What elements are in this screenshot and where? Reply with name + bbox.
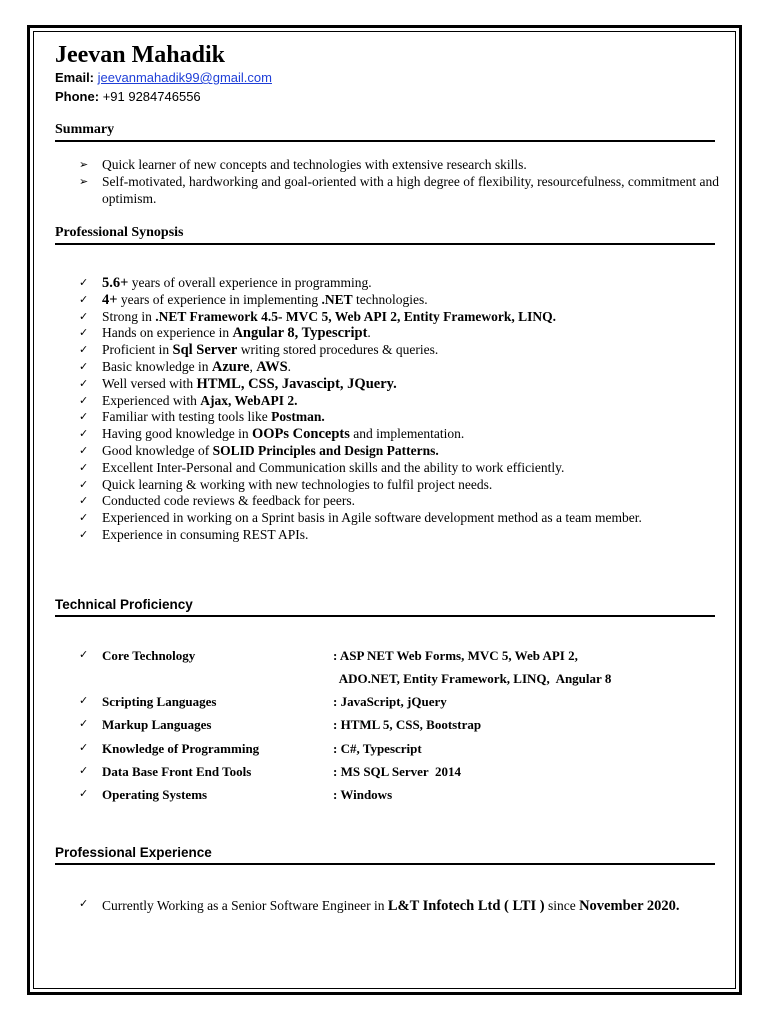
text-segment: Ajax, WebAPI 2. [200,392,298,408]
checkmark-icon: ✓ [79,393,89,407]
text-segment: Experience in consuming REST APIs. [102,526,309,542]
tech-value: ADO.NET, Entity Framework, LINQ, Angular 8 [333,671,612,686]
synopsis-item-text [102,510,642,525]
tech-row [79,694,719,714]
checkmark-icon: ✓ [79,343,89,357]
synopsis-item [79,443,719,460]
arrow-bullet-icon: ➢ [79,158,89,171]
tech-label: Markup Languages [102,717,212,732]
section-heading-summary: Summary [55,121,715,142]
checkmark-icon: ✓ [79,326,89,340]
text-segment: Well versed with [102,375,197,391]
synopsis-item-text [102,460,564,475]
synopsis-item [79,309,719,326]
text-segment: 5.6+ [102,275,129,291]
text-segment: Hands on experience in [102,325,233,341]
text-segment: AWS [256,358,288,375]
text-segment: Postman. [271,409,325,425]
synopsis-item [79,359,719,376]
synopsis-item [79,460,719,477]
tech-row [79,648,719,668]
synopsis-item [79,409,719,426]
checkmark-icon: ✓ [79,477,89,491]
text-segment: Angular 8, Typescript [232,325,368,342]
summary-item [79,157,719,174]
synopsis-item-text [102,342,438,357]
checkmark-icon: ✓ [79,764,89,777]
experience-item-text [102,897,714,915]
synopsis-item-text [102,477,492,492]
phone-line [55,88,201,105]
section-heading-technical: Technical Proficiency [55,596,715,617]
synopsis-item [79,342,719,359]
phone-label: Phone: [55,89,100,104]
synopsis-item-text [102,376,397,391]
summary-item [79,174,719,208]
text-segment: 4+ [102,291,118,308]
synopsis-item-text [102,527,308,542]
synopsis-item-text [102,275,372,290]
tech-row [79,671,719,691]
checkmark-icon: ✓ [79,427,89,441]
synopsis-item-text [102,426,464,441]
text-segment: years of experience in implementing [117,291,322,307]
text-segment: and implementation. [349,426,465,442]
text-segment: . [287,358,292,374]
section-heading-experience: Professional Experience [55,844,715,865]
summary-list [79,157,719,207]
synopsis-item [79,393,719,410]
text-segment: Sql Server [172,342,238,359]
checkmark-icon: ✓ [79,897,89,910]
synopsis-item [79,275,719,292]
synopsis-item [79,527,719,544]
synopsis-item [79,477,719,494]
text-segment: Quick learning & working with new technologies to fulfil project needs. [102,476,493,492]
checkmark-icon: ✓ [79,359,89,373]
synopsis-item [79,493,719,510]
tech-label: Operating Systems [102,787,208,802]
summary-item-text: Quick learner of new concepts and technologies with extensive research skills. [102,157,527,172]
checkmark-icon: ✓ [79,276,89,289]
synopsis-item-text [102,309,556,324]
text-segment: years of overall experience in programming. [128,275,372,290]
tech-value: : C#, Typescript [333,741,422,756]
tech-row [79,764,719,784]
section-heading-synopsis: Professional Synopsis [55,224,715,245]
text-segment: Currently Working as a Senior Software Engineer in [102,898,388,913]
text-segment: Basic knowledge in [102,358,212,374]
checkmark-icon: ✓ [79,376,89,390]
synopsis-item-text [102,393,297,408]
tech-label: Knowledge of Programming [102,741,260,756]
phone-value: +91 9284746556 [102,89,201,104]
text-segment: L&T Infotech Ltd ( LTI ) [387,898,545,914]
synopsis-item-text [102,409,325,424]
checkmark-icon: ✓ [79,527,89,541]
text-segment: HTML, CSS, Javascipt, JQuery. [196,375,397,392]
checkmark-icon: ✓ [79,741,89,754]
text-segment: Familiar with testing tools like [102,409,272,425]
text-segment: Conducted code reviews & feedback for peers. [102,493,356,509]
text-segment: Strong in [102,308,156,324]
email-line [55,69,272,86]
text-segment: Proficient in [102,342,173,358]
checkmark-icon: ✓ [79,443,89,457]
checkmark-icon: ✓ [79,460,89,474]
tech-row [79,717,719,737]
summary-item-text: Self-motivated, hardworking and goal-oriented with a high degree of flexibility, resourcefulness, commitment and optimism. [102,173,719,206]
synopsis-item-text [102,493,355,508]
checkmark-icon: ✓ [79,309,89,323]
checkmark-icon: ✓ [79,494,89,508]
tech-label: Core Technology [102,648,196,663]
synopsis-item-text [102,292,428,307]
text-segment: SOLID Principles and Design Patterns. [212,442,439,458]
synopsis-list [79,275,719,544]
resume-name: Jeevan Mahadik [55,42,226,68]
synopsis-item [79,510,719,527]
arrow-bullet-icon: ➢ [79,174,89,188]
checkmark-icon: ✓ [79,717,89,730]
tech-value: : ASP NET Web Forms, MVC 5, Web API 2, [333,648,578,663]
text-segment: .NET [321,291,353,307]
synopsis-item [79,426,719,443]
text-segment: . [367,325,371,341]
tech-value: : MS SQL Server 2014 [333,764,461,779]
checkmark-icon: ✓ [79,648,89,661]
text-segment: since [544,898,580,913]
synopsis-item [79,376,719,393]
synopsis-item-text [102,443,439,458]
synopsis-item-text [102,325,371,340]
text-segment: Excellent Inter-Personal and Communication skills and the ability to work efficiently. [102,459,565,475]
email-label: Email: [55,70,95,85]
text-segment: Azure [211,358,250,375]
text-segment: Experienced with [102,392,201,408]
synopsis-item [79,325,719,342]
tech-value: : JavaScript, jQuery [333,694,447,709]
text-segment: Having good knowledge in [102,426,252,442]
checkmark-icon: ✓ [79,511,89,525]
checkmark-icon: ✓ [79,694,89,707]
synopsis-item [79,292,719,309]
text-segment: November 2020. [579,898,680,914]
synopsis-item-text [102,359,291,374]
text-segment: , [249,358,257,374]
tech-row [79,741,719,761]
text-segment: writing stored procedures & queries. [237,342,439,358]
tech-row [79,787,719,807]
tech-label: Scripting Languages [102,694,217,709]
checkmark-icon: ✓ [79,410,89,424]
text-segment: technologies. [352,291,428,307]
text-segment: OOPs Concepts [251,426,350,443]
checkmark-icon: ✓ [79,787,89,800]
checkmark-icon: ✓ [79,292,89,306]
tech-value: : HTML 5, CSS, Bootstrap [333,717,482,732]
text-segment: Good knowledge of [102,442,213,458]
email-link[interactable]: jeevanmahadik99@gmail.com [97,70,272,85]
tech-value: : Windows [333,787,393,802]
tech-label: Data Base Front End Tools [102,764,252,779]
text-segment: .NET Framework 4.5- MVC 5, Web API 2, Entity Framework, LINQ. [155,308,556,324]
text-segment: Experienced in working on a Sprint basis in Agile software development method as a team member. [102,510,642,526]
